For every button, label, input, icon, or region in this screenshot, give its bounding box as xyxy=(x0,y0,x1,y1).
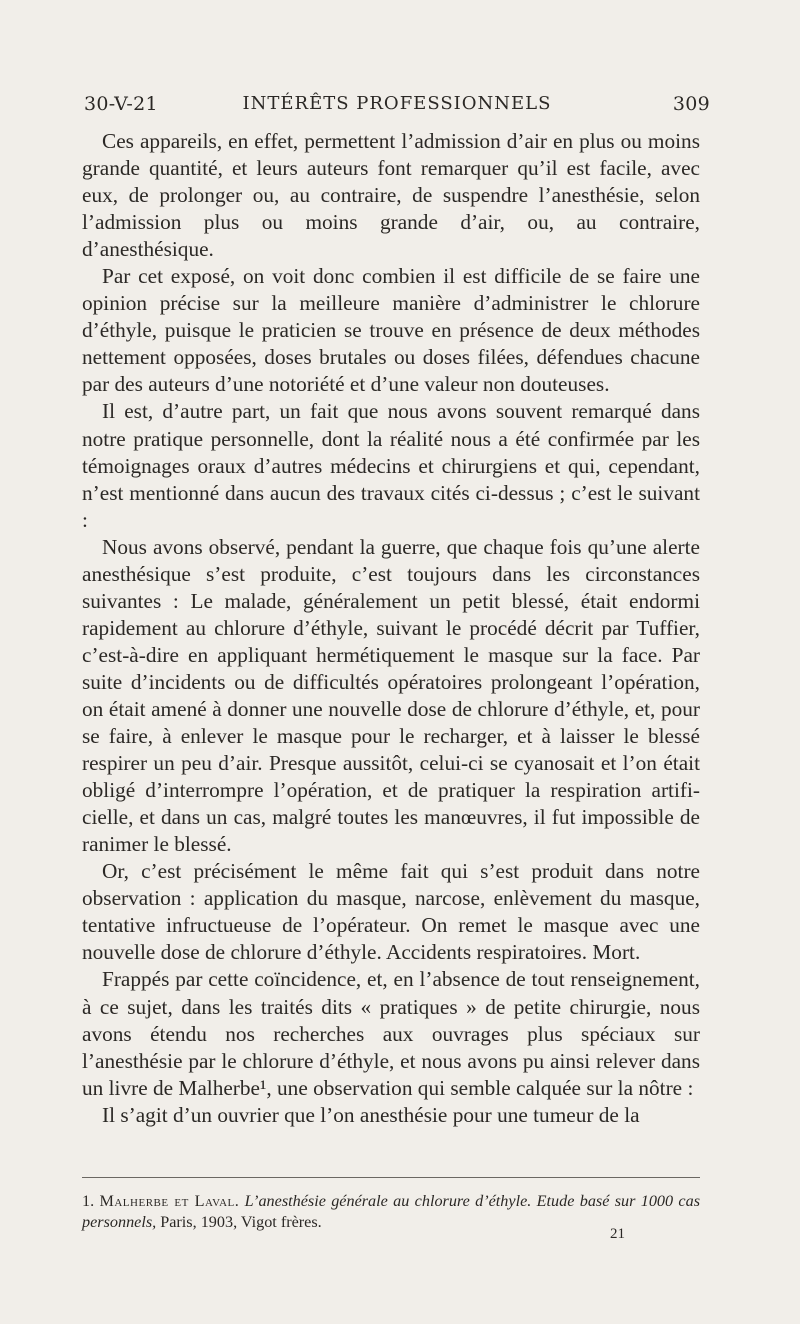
footnote xyxy=(82,1191,700,1233)
footnote-publisher: Paris, 1903, Vigot frères. xyxy=(160,1213,322,1231)
footnote-authors: Malherbe et Laval. xyxy=(99,1192,240,1210)
body-text xyxy=(82,128,700,1129)
header-date: 30-V-21 xyxy=(84,93,158,115)
paragraph: Frappés par cette coïncidence, et, en l’absence de tout renseignement, à ce sujet, dans les traités dits « pratiques » de petite chirurgie, nous avons étendu nos recherches aux ouvrages plus spéciaux sur l’anesthésie par le chlorure d’éthyle, et nous avons pu ainsi relever dans un livre de Malherbe¹, une observation qui semble calquée sur la nôtre : xyxy=(82,967,700,1100)
paragraph: Il s’agit d’un ouvrier que l’on anesthésie pour une tumeur de la xyxy=(102,1102,640,1127)
paragraph: Or, c’est précisément le même fait qui s’est produit dans notre observation : application du masque, narcose, enlèvement du masque, tentative infructueuse de l’opérateur. On remet le masque avec une nouvelle dose de chlorure d’éthyle. Accidents respiratoires. Mort. xyxy=(82,859,700,965)
paragraph: Par cet exposé, on voit donc combien il est difficile de se faire une opinion précise sur la meilleure manière d’administrer le chlorure d’éthyle, puisque le praticien se trouve en présence de deux méthodes nettement opposées, doses brutales ou doses filées, défendues chacune par des auteurs d’une notoriété et d’une valeur non douteuses. xyxy=(82,264,700,397)
footnote-separator xyxy=(82,1177,700,1178)
page-number: 309 xyxy=(672,93,710,115)
paragraph: Nous avons observé, pendant la guerre, que chaque fois qu’une alerte anesthésique s’est produite, c’est toujours dans les circonstances suivantes : Le malade, généralement un petit blessé, était endormi rapidement au chlorure d’éthyle, suivant le procédé décrit par Tuffier, c’est-à-dire en appliquant hermétiquement le masque sur la face. Par suite d’incidents ou de difficultés opératoires prolongeant l’opération, on était amené à donner une nouvelle dose de chlorure d’éthyle, et, pour se faire, à enlever le masque pour le recharger, et à laisser le blessé respirer un peu d’air. Presque aussitôt, celui-ci se cyanosait et l’on était obligé d’interrompre l’opération, et de pratiquer la respiration artificielle, et dans un cas, malgré toutes les manœuvres, il fut impossible de ranimer le blessé. xyxy=(82,534,700,857)
footnote-title: L’anesthésie générale au chlorure d’éthyle. Etude basé sur 1000 cas personnels, xyxy=(82,1192,701,1231)
running-header xyxy=(84,93,710,119)
paragraph: Ces appareils, en effet, permettent l’admission d’air en plus ou moins grande quantité, et leurs auteurs font remarquer qu’il est facile, avec eux, de prolonger ou, au contraire, de suspendre l’anesthésie, selon l’admission plus ou moins grande d’air, ou, au contraire, d’anesthésique. xyxy=(82,129,700,262)
footnote-number: 1. xyxy=(82,1192,95,1210)
header-title: INTÉRÊTS PROFESSIONNELS xyxy=(242,93,552,114)
paragraph: Il est, d’autre part, un fait que nous avons souvent remarqué dans notre pratique personnelle, dont la réalité nous a été confirmée par les témoignages oraux d’autres médecins et chirurgiens et qui, cependant, n’est mentionné dans aucun des travaux cités ci-dessus ; c’est le suivant : xyxy=(82,399,700,532)
signature-mark: 21 xyxy=(610,1226,625,1242)
